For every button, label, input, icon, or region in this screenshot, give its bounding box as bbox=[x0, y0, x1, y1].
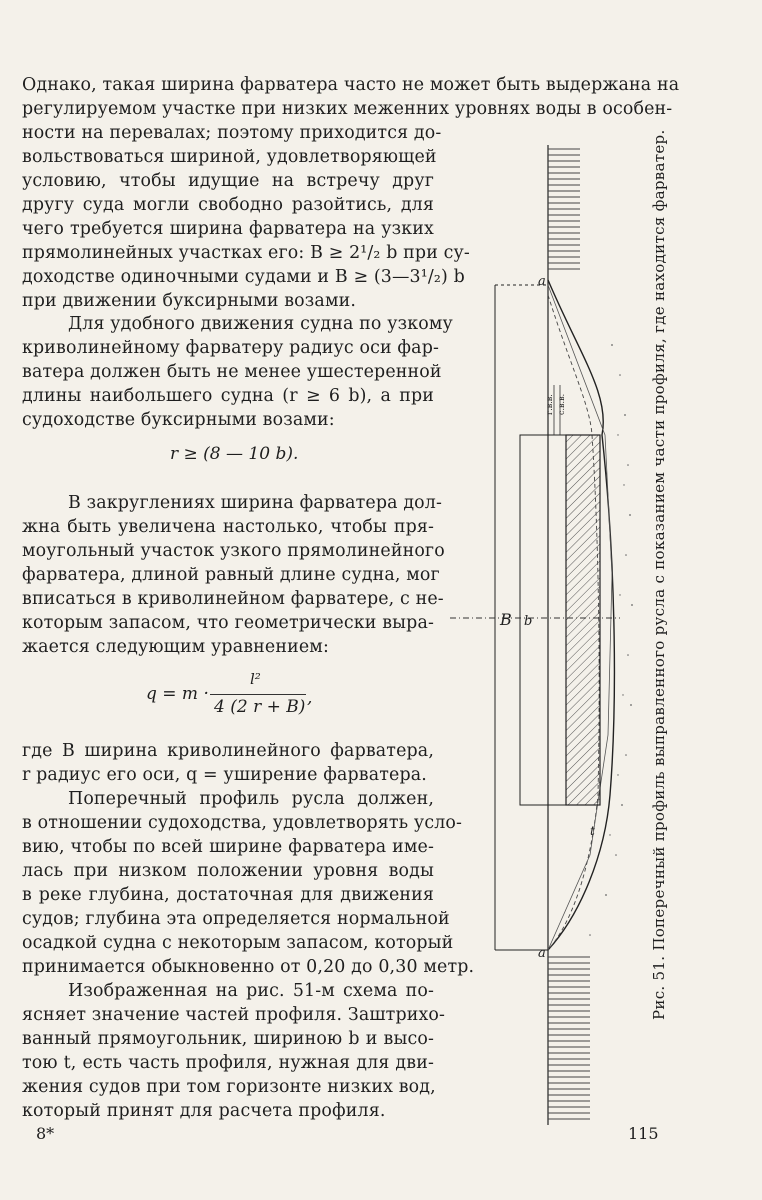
text-line: длины наибольшего судна (r ≥ 6 b), а при bbox=[22, 386, 434, 406]
cross-section-figure bbox=[440, 135, 640, 1125]
text-line: вписаться в криволинейном фарватере, с не- bbox=[22, 589, 444, 609]
formula-radius: r ≥ (8 — 10 b). bbox=[170, 444, 299, 464]
text-line: вольствоваться шириной, удовлетворяющей bbox=[22, 147, 437, 167]
label-gvv: г.в.в. bbox=[545, 394, 554, 415]
text-line: судов; глубина эта определяется нормальной bbox=[22, 909, 450, 929]
text-line: чего требуется ширина фарватера на узких bbox=[22, 219, 434, 239]
text-line: ватера должен быть не менее ушестеренной bbox=[22, 362, 442, 382]
text-line: осадкой судна с некоторым запасом, который bbox=[22, 933, 454, 953]
text-line: жения судов при том горизонте низких вод, bbox=[22, 1077, 436, 1097]
fraction-bar bbox=[210, 694, 306, 695]
text-line: r радиус его оси, q = уширение фарватера. bbox=[22, 765, 427, 785]
figure-caption: Рис. 51. Поперечный профиль выправленного русла с показанием части профиля, где находится фарватер. bbox=[650, 129, 668, 1020]
text-line: судоходстве буксирными возами: bbox=[22, 410, 335, 430]
page-number: 115 bbox=[628, 1124, 659, 1143]
label-b: b bbox=[524, 614, 533, 629]
text-line: доходстве одиночными судами и B ≥ (3—3¹/₂) b bbox=[22, 267, 465, 287]
text-line: условию, чтобы идущие на встречу друг bbox=[22, 171, 434, 191]
text-line: другу суда могли свободно разойтись, для bbox=[22, 195, 434, 215]
formula-tail: , bbox=[307, 688, 313, 708]
text-line: в отношении судоходства, удовлетворять усло- bbox=[22, 813, 463, 833]
label-t: t bbox=[590, 824, 595, 838]
label-a-top: a bbox=[538, 274, 546, 289]
text-line: вию, чтобы по всей ширине фарватера име- bbox=[22, 837, 434, 857]
label-B: B bbox=[500, 610, 512, 629]
text-line: где B ширина криволинейного фарватера, bbox=[22, 741, 434, 761]
text-line: жна быть увеличена настолько, чтобы пря- bbox=[22, 517, 434, 537]
formula-lhs: q = m · bbox=[146, 684, 209, 704]
text-line: Для удобного движения судна по узкому bbox=[68, 314, 453, 334]
text-line: фарватера, длиной равный длине судна, мог bbox=[22, 565, 440, 585]
text-line: который принят для расчета профиля. bbox=[22, 1101, 386, 1121]
text-line: моугольный участок узкого прямолинейного bbox=[22, 541, 445, 561]
fairway-rectangle bbox=[566, 435, 600, 805]
text-line: ванный прямоугольник, шириною b и высо- bbox=[22, 1029, 434, 1049]
text-line: ясняет значение частей профиля. Заштрихо- bbox=[22, 1005, 446, 1025]
text-line: криволинейному фарватеру радиус оси фар- bbox=[22, 338, 440, 358]
text-line: ности на перевалах; поэтому приходится до- bbox=[22, 123, 442, 143]
label-svv: с.в.в. bbox=[557, 393, 566, 415]
bank-hatching-top bbox=[548, 149, 580, 269]
text-line: Изображенная на рис. 51-м схема по- bbox=[68, 981, 434, 1001]
text-line: принимается обыкновенно от 0,20 до 0,30 метр. bbox=[22, 957, 475, 977]
text-line: которым запасом, что геометрически выра- bbox=[22, 613, 434, 633]
text-line: прямолинейных участках его: B ≥ 2¹/₂ b при су- bbox=[22, 243, 470, 263]
text-line: в реке глубина, достаточная для движения bbox=[22, 885, 434, 905]
text-line: при движении буксирными возами. bbox=[22, 291, 357, 311]
text-line: регулируемом участке при низких меженних уровнях воды в особен- bbox=[22, 99, 673, 119]
text-line: Поперечный профиль русла должен, bbox=[68, 789, 434, 809]
formula-denominator: 4 (2 r + B) bbox=[214, 697, 306, 717]
text-line: В закруглениях ширина фарватера дол- bbox=[68, 493, 443, 513]
label-a-bottom: a bbox=[538, 946, 546, 961]
bank-hatching-bottom bbox=[548, 957, 590, 1119]
signature-mark: 8* bbox=[36, 1124, 55, 1143]
text-line: тою t, есть часть профиля, нужная для дви- bbox=[22, 1053, 434, 1073]
text-line: жается следующим уравнением: bbox=[22, 637, 329, 657]
formula-numerator: l² bbox=[250, 670, 261, 688]
text-line: Однако, такая ширина фарватера часто не может быть выдержана на bbox=[22, 75, 680, 95]
text-line: лась при низком положении уровня воды bbox=[22, 861, 434, 881]
